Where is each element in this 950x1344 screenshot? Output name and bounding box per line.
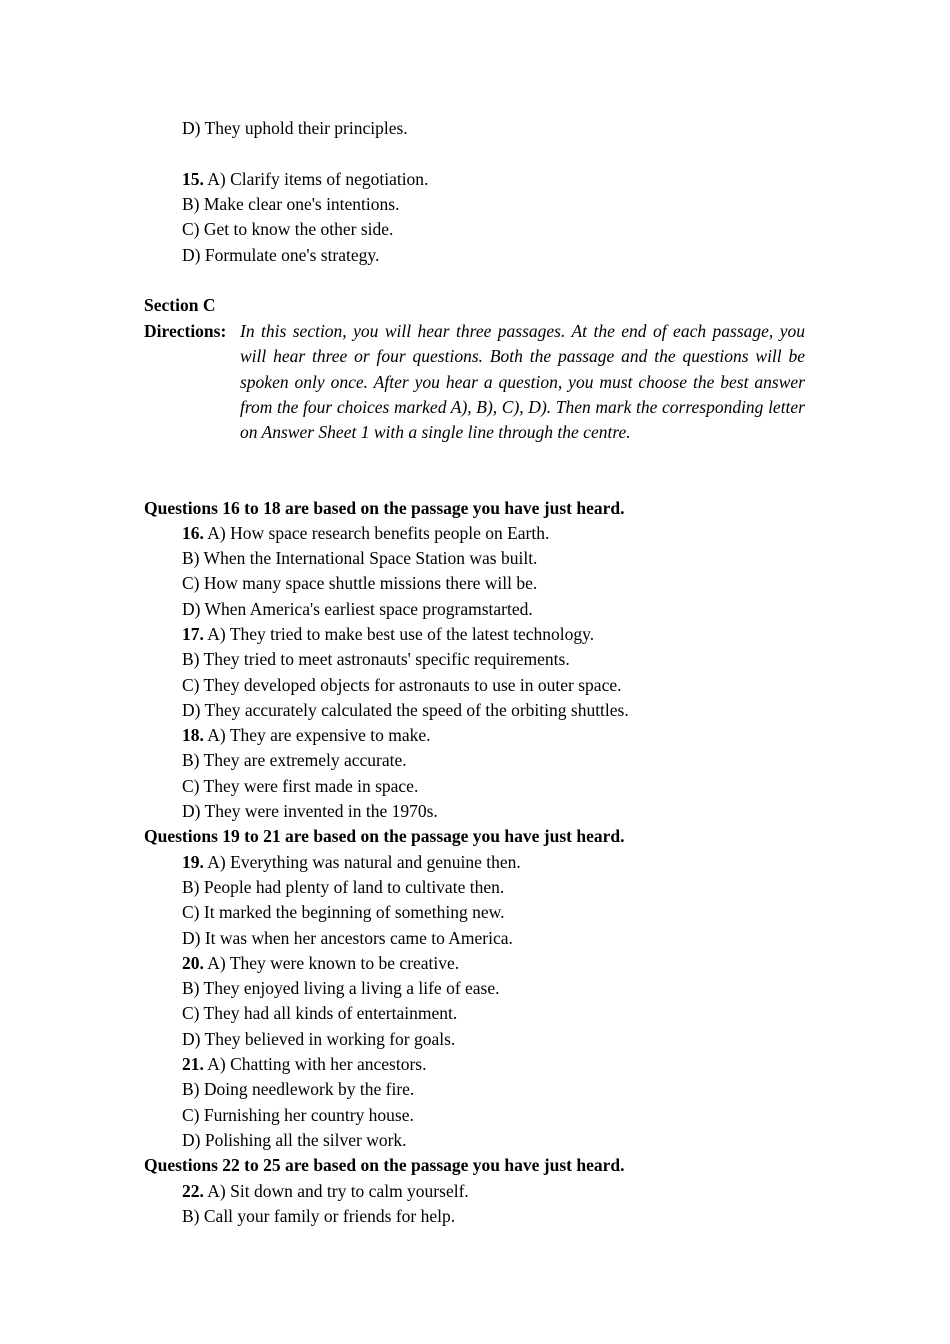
- q21-number: 21.: [182, 1054, 204, 1074]
- q20-option-c: C) They had all kinds of entertainment.: [182, 1003, 458, 1023]
- q19-number: 19.: [182, 852, 204, 872]
- q18-option-b: B) They are extremely accurate.: [182, 750, 407, 770]
- q18-option-d: D) They were invented in the 1970s.: [182, 801, 438, 821]
- q19-option-d: D) It was when her ancestors came to America.: [182, 928, 513, 948]
- q19-option-a-text: A) Everything was natural and genuine then.: [207, 852, 521, 872]
- q22-option-a-text: A) Sit down and try to calm yourself.: [207, 1181, 469, 1201]
- q15-option-c: C) Get to know the other side.: [182, 219, 394, 239]
- q21-option-d: D) Polishing all the silver work.: [182, 1130, 407, 1150]
- q16-number: 16.: [182, 523, 204, 543]
- q15-option-a-text: A) Clarify items of negotiation.: [207, 169, 429, 189]
- q21-option-b: B) Doing needlework by the fire.: [182, 1079, 415, 1099]
- q18-number: 18.: [182, 725, 204, 745]
- group2-heading: Questions 19 to 21 are based on the passage you have just heard.: [144, 826, 625, 846]
- q20-option-d: D) They believed in working for goals.: [182, 1029, 456, 1049]
- q17-option-a-text: A) They tried to make best use of the latest technology.: [207, 624, 595, 644]
- q16-option-d: D) When America's earliest space programstarted.: [182, 599, 533, 619]
- group1-heading: Questions 16 to 18 are based on the passage you have just heard.: [144, 498, 625, 518]
- q15-option-d: D) Formulate one's strategy.: [182, 245, 380, 265]
- q22-option-a: [182, 1180, 469, 1202]
- q18-option-a: [182, 724, 431, 746]
- q14-option-d: D) They uphold their principles.: [182, 118, 408, 138]
- q17-option-c: C) They developed objects for astronauts to use in outer space.: [182, 675, 622, 695]
- q19-option-c: C) It marked the beginning of something new.: [182, 902, 505, 922]
- q16-option-a: [182, 522, 549, 544]
- q21-option-a-text: A) Chatting with her ancestors.: [207, 1054, 427, 1074]
- q22-number: 22.: [182, 1181, 204, 1201]
- q15-option-a: [182, 168, 428, 190]
- group3-heading: Questions 22 to 25 are based on the passage you have just heard.: [144, 1155, 625, 1175]
- section-title: Section C: [144, 295, 216, 315]
- q22-option-b: B) Call your family or friends for help.: [182, 1206, 456, 1226]
- directions-text: In this section, you will hear three passages. At the end of each passage, you will hear three or four questions. Both the passage and the questions will be spoken only once. After you hear a question, you must choose the best answer from the four choices marked A), B), C), D). Then mark the corresponding letter on Answer Sheet 1 with a single line through the centre.: [240, 321, 805, 443]
- q15-number: 15.: [182, 169, 204, 189]
- q21-option-a: [182, 1053, 426, 1075]
- q17-option-b: B) They tried to meet astronauts' specific requirements.: [182, 649, 570, 669]
- q19-option-b: B) People had plenty of land to cultivate then.: [182, 877, 505, 897]
- q16-option-a-text: A) How space research benefits people on Earth.: [207, 523, 550, 543]
- q20-option-a: [182, 952, 459, 974]
- q20-option-a-text: A) They were known to be creative.: [207, 953, 460, 973]
- q15-option-b: B) Make clear one's intentions.: [182, 194, 400, 214]
- q18-option-a-text: A) They are expensive to make.: [207, 725, 431, 745]
- directions-label: Directions:: [144, 321, 227, 341]
- q19-option-a: [182, 851, 521, 873]
- q17-number: 17.: [182, 624, 204, 644]
- q17-option-d: D) They accurately calculated the speed of the orbiting shuttles.: [182, 700, 629, 720]
- q17-option-a: [182, 623, 594, 645]
- q20-number: 20.: [182, 953, 204, 973]
- q16-option-c: C) How many space shuttle missions there will be.: [182, 573, 538, 593]
- q16-option-b: B) When the International Space Station was built.: [182, 548, 538, 568]
- q18-option-c: C) They were first made in space.: [182, 776, 419, 796]
- q20-option-b: B) They enjoyed living a living a life of ease.: [182, 978, 500, 998]
- q21-option-c: C) Furnishing her country house.: [182, 1105, 414, 1125]
